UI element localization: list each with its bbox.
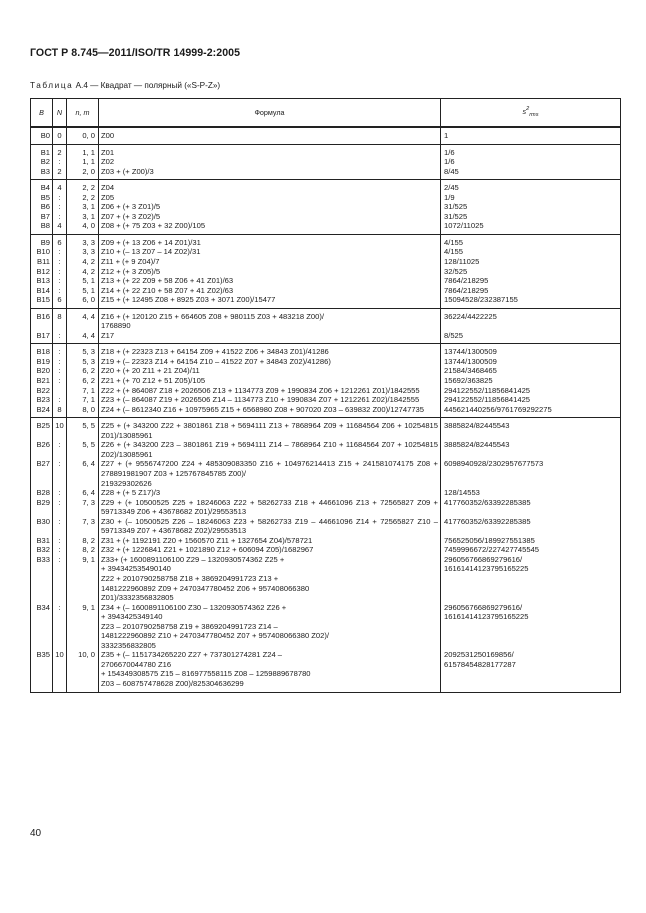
cell-b: B26 — [31, 440, 53, 459]
cell-formula: Z05 — [99, 193, 441, 203]
header-formula: Формула — [99, 99, 441, 128]
cell-nm: 4, 4 — [67, 308, 99, 331]
document-header: ГОСТ Р 8.745—2011/ISO/TR 14999-2:2005 — [30, 47, 241, 59]
header-s-main: s — [522, 106, 527, 116]
cell-formula: Z34 + (– 1600891106100 Z30 – 1320930574362 Z26 + + 3943425349140 Z23 – 2010790258758 Z19 + 3869204991723 Z14 – 1481222960892 Z10 + 2470347780452 Z07 + 957408066380 Z02)/ 3332356832805 — [99, 603, 441, 651]
cell-nm: 5, 3 — [67, 357, 99, 367]
cell-s2: 128/14553 — [441, 488, 621, 498]
table-row — [31, 202, 621, 212]
cell-n: : — [53, 257, 67, 267]
table-row — [31, 331, 621, 344]
cell-nm: 4, 2 — [67, 267, 99, 277]
cell-nm: 1, 1 — [67, 144, 99, 157]
table-row — [31, 257, 621, 267]
cell-formula: Z33+ (+ 1600891106100 Z29 – 1320930574362 Z25 + + 394342535490140 Z22 + 2010790258758 Z18 + 3869204991723 Z13 + 1481222960892 Z09 + 2470347780452 Z06 + 957408066380 Z01)/3332356832805 — [99, 555, 441, 603]
cell-nm: 1, 1 — [67, 157, 99, 167]
cell-nm: 7, 1 — [67, 395, 99, 405]
cell-nm: 6, 2 — [67, 366, 99, 376]
cell-b: B17 — [31, 331, 53, 344]
cell-s2: 13744/1300509 — [441, 344, 621, 357]
cell-n: 8 — [53, 308, 67, 331]
cell-s2: 7864/218295 — [441, 276, 621, 286]
cell-s2: 417760352/63392285385 — [441, 498, 621, 517]
page-number: 40 — [30, 828, 42, 839]
cell-formula: Z19 + (– 22323 Z14 + 64154 Z10 – 41522 Z07 + 34843 Z02)/41286) — [99, 357, 441, 367]
cell-formula: Z17 — [99, 331, 441, 344]
table-row — [31, 536, 621, 546]
table-group — [31, 180, 621, 235]
cell-b: B30 — [31, 517, 53, 536]
table-row — [31, 267, 621, 277]
cell-n: : — [53, 536, 67, 546]
table-row — [31, 247, 621, 257]
cell-nm: 2, 2 — [67, 180, 99, 193]
cell-s2: 36224/4422225 — [441, 308, 621, 331]
table-group — [31, 234, 621, 308]
cell-b: B11 — [31, 257, 53, 267]
cell-s2: 296056766869279616/ 16161414123795165225 — [441, 603, 621, 651]
cell-n: 8 — [53, 405, 67, 418]
table-row — [31, 221, 621, 234]
cell-b: B9 — [31, 234, 53, 247]
table-row — [31, 180, 621, 193]
cell-nm: 6, 2 — [67, 376, 99, 386]
cell-formula: Z02 — [99, 157, 441, 167]
cell-n: : — [53, 395, 67, 405]
cell-n: 2 — [53, 144, 67, 157]
cell-nm: 9, 1 — [67, 603, 99, 651]
cell-n: : — [53, 498, 67, 517]
cell-nm: 2, 0 — [67, 167, 99, 180]
table-row — [31, 517, 621, 536]
table-row — [31, 459, 621, 488]
table-row — [31, 157, 621, 167]
cell-b: B19 — [31, 357, 53, 367]
cell-n: : — [53, 366, 67, 376]
cell-b: B33 — [31, 555, 53, 603]
table-row — [31, 440, 621, 459]
cell-b: B13 — [31, 276, 53, 286]
cell-s2: 2092531250169856/ 61578454828177287 — [441, 650, 621, 692]
cell-nm: 4, 2 — [67, 257, 99, 267]
table-group — [31, 144, 621, 180]
cell-nm: 3, 3 — [67, 247, 99, 257]
cell-nm: 9, 1 — [67, 555, 99, 603]
cell-formula: Z31 + (+ 1192191 Z20 + 1560570 Z11 + 1327654 Z04)/578721 — [99, 536, 441, 546]
cell-s2: 31/525 — [441, 212, 621, 222]
cell-formula: Z35 + (– 1151734265220 Z27 + 737301274281 Z24 – 2706670044780 Z16 + 154349308575 Z15 – 816977558115 Z08 – 1259889678780 Z03 – 608757478628 Z00)/825304636299 — [99, 650, 441, 692]
cell-formula: Z27 + (+ 9556747200 Z24 + 485309083350 Z16 + 104976214413 Z15 + 241581074175 Z08 + 278891981907 Z03 + 125767845785 Z00)/ 219329302626 — [99, 459, 441, 488]
table-row — [31, 418, 621, 441]
cell-b: B24 — [31, 405, 53, 418]
cell-s2: 15692/363825 — [441, 376, 621, 386]
cell-s2: 3885824/82445543 — [441, 418, 621, 441]
table-row — [31, 650, 621, 692]
cell-formula: Z16 + (+ 120120 Z15 + 664605 Z08 + 980115 Z03 + 483218 Z00)/ 1768890 — [99, 308, 441, 331]
cell-s2: 7864/218295 — [441, 286, 621, 296]
cell-b: B20 — [31, 366, 53, 376]
cell-nm: 10, 0 — [67, 650, 99, 692]
cell-b: B7 — [31, 212, 53, 222]
cell-b: B28 — [31, 488, 53, 498]
table-group — [31, 418, 621, 692]
cell-b: B18 — [31, 344, 53, 357]
cell-formula: Z26 + (+ 343200 Z23 – 3801861 Z19 + 5694111 Z14 – 7868964 Z10 + 11684564 Z07 + 10254815 Z02)/13085961 — [99, 440, 441, 459]
cell-b: B25 — [31, 418, 53, 441]
cell-formula: Z25 + (+ 343200 Z22 + 3801861 Z18 + 5694111 Z13 + 7868964 Z09 + 11684564 Z06 + 10254815 Z01)/13085961 — [99, 418, 441, 441]
cell-n: : — [53, 212, 67, 222]
cell-nm: 0, 0 — [67, 127, 99, 144]
table-row — [31, 286, 621, 296]
table-group — [31, 308, 621, 344]
table-caption-label: Таблица — [30, 81, 74, 90]
cell-s2: 1/9 — [441, 193, 621, 203]
header-s-sub: rms — [529, 111, 539, 118]
table-row — [31, 295, 621, 308]
cell-b: B12 — [31, 267, 53, 277]
header-s-sup: 2 — [526, 105, 530, 112]
cell-s2: 756525056/189927551385 — [441, 536, 621, 546]
cell-n: : — [53, 459, 67, 488]
cell-s2: 3885824/82445543 — [441, 440, 621, 459]
cell-b: B6 — [31, 202, 53, 212]
table-row — [31, 127, 621, 144]
cell-s2: 4/155 — [441, 234, 621, 247]
cell-n: : — [53, 488, 67, 498]
cell-formula: Z15 + (+ 12495 Z08 + 8925 Z03 + 3071 Z00)/15477 — [99, 295, 441, 308]
cell-n: : — [53, 376, 67, 386]
table-row — [31, 193, 621, 203]
cell-formula: Z13 + (+ 22 Z09 + 58 Z06 + 41 Z01)/63 — [99, 276, 441, 286]
cell-s2: 8/525 — [441, 331, 621, 344]
table-caption — [30, 81, 220, 90]
cell-nm: 5, 5 — [67, 418, 99, 441]
cell-s2: 7459996672/227427745545 — [441, 545, 621, 555]
table-row — [31, 144, 621, 157]
header-nm: n, m — [67, 99, 99, 128]
cell-formula: Z03 + (+ Z00)/3 — [99, 167, 441, 180]
cell-s2: 8/45 — [441, 167, 621, 180]
table-row — [31, 545, 621, 555]
cell-nm: 3, 1 — [67, 202, 99, 212]
cell-s2: 4/155 — [441, 247, 621, 257]
cell-b: B2 — [31, 157, 53, 167]
table-row — [31, 386, 621, 396]
table-row — [31, 405, 621, 418]
cell-formula: Z04 — [99, 180, 441, 193]
cell-b: B29 — [31, 498, 53, 517]
table-row — [31, 395, 621, 405]
cell-n: 2 — [53, 167, 67, 180]
cell-nm: 4, 0 — [67, 221, 99, 234]
cell-s2: 21584/3468465 — [441, 366, 621, 376]
cell-nm: 3, 1 — [67, 212, 99, 222]
cell-nm: 6, 4 — [67, 488, 99, 498]
cell-s2: 13744/1300509 — [441, 357, 621, 367]
cell-n: 10 — [53, 650, 67, 692]
table-row — [31, 212, 621, 222]
table-row — [31, 366, 621, 376]
cell-formula: Z11 + (+ 9 Z04)/7 — [99, 257, 441, 267]
cell-nm: 8, 0 — [67, 405, 99, 418]
cell-b: B0 — [31, 127, 53, 144]
cell-nm: 3, 3 — [67, 234, 99, 247]
cell-nm: 7, 3 — [67, 517, 99, 536]
cell-n: : — [53, 267, 67, 277]
cell-nm: 8, 2 — [67, 536, 99, 546]
cell-b: B32 — [31, 545, 53, 555]
cell-formula: Z09 + (+ 13 Z06 + 14 Z01)/31 — [99, 234, 441, 247]
cell-n — [53, 386, 67, 396]
cell-b: B31 — [31, 536, 53, 546]
table-row — [31, 276, 621, 286]
cell-n: 6 — [53, 234, 67, 247]
cell-n: 4 — [53, 180, 67, 193]
cell-nm: 5, 1 — [67, 286, 99, 296]
cell-b: B22 — [31, 386, 53, 396]
cell-n: : — [53, 331, 67, 344]
cell-s2: 1 — [441, 127, 621, 144]
cell-n: : — [53, 357, 67, 367]
cell-formula: Z22 + (+ 864087 Z18 + 2026506 Z13 + 1134773 Z09 + 1990834 Z06 + 1212261 Z01)/1842555 — [99, 386, 441, 396]
cell-n: 4 — [53, 221, 67, 234]
header-n: N — [53, 99, 67, 128]
table-row — [31, 234, 621, 247]
cell-n: : — [53, 603, 67, 651]
cell-s2: 2/45 — [441, 180, 621, 193]
table-group — [31, 344, 621, 418]
cell-s2: 1072/11025 — [441, 221, 621, 234]
cell-s2: 1/6 — [441, 157, 621, 167]
cell-formula: Z07 + (+ 3 Z02)/5 — [99, 212, 441, 222]
table-row — [31, 603, 621, 651]
cell-b: B10 — [31, 247, 53, 257]
cell-formula: Z08 + (+ 75 Z03 + 32 Z00)/105 — [99, 221, 441, 234]
cell-formula: Z21 + (+ 70 Z12 + 51 Z05)/105 — [99, 376, 441, 386]
table-row — [31, 308, 621, 331]
cell-n: : — [53, 440, 67, 459]
cell-s2: 6098940928/2302957677573 — [441, 459, 621, 488]
cell-n: : — [53, 202, 67, 212]
cell-b: B35 — [31, 650, 53, 692]
cell-b: B34 — [31, 603, 53, 651]
cell-nm: 6, 4 — [67, 459, 99, 488]
cell-b: B14 — [31, 286, 53, 296]
cell-b: B3 — [31, 167, 53, 180]
cell-s2: 15094528/232387155 — [441, 295, 621, 308]
cell-b: B15 — [31, 295, 53, 308]
cell-b: B27 — [31, 459, 53, 488]
header-b: B — [31, 99, 53, 128]
cell-nm: 6, 0 — [67, 295, 99, 308]
table-header-row — [31, 99, 621, 128]
cell-formula: Z18 + (+ 22323 Z13 + 64154 Z09 + 41522 Z06 + 34843 Z01)/41286 — [99, 344, 441, 357]
cell-n: 0 — [53, 127, 67, 144]
cell-formula: Z23 + (– 864087 Z19 + 2026506 Z14 – 1134773 Z10 + 1990834 Z07 + 1212261 Z02)/1842555 — [99, 395, 441, 405]
cell-n: 6 — [53, 295, 67, 308]
cell-s2: 32/525 — [441, 267, 621, 277]
cell-n: : — [53, 276, 67, 286]
cell-formula: Z00 — [99, 127, 441, 144]
cell-s2: 445621440256/9761769292275 — [441, 405, 621, 418]
cell-s2: 128/11025 — [441, 257, 621, 267]
cell-n: : — [53, 555, 67, 603]
cell-formula: Z14 + (+ 22 Z10 + 58 Z07 + 41 Z02)/63 — [99, 286, 441, 296]
cell-b: B1 — [31, 144, 53, 157]
cell-s2: 1/6 — [441, 144, 621, 157]
cell-n: : — [53, 545, 67, 555]
cell-formula: Z28 + (+ 5 Z17)/3 — [99, 488, 441, 498]
table-group — [31, 127, 621, 144]
table-row — [31, 498, 621, 517]
cell-s2: 296056766869279616/ 16161414123795165225 — [441, 555, 621, 603]
cell-nm: 7, 1 — [67, 386, 99, 396]
table-row — [31, 167, 621, 180]
cell-formula: Z29 + (+ 10500525 Z25 + 18246063 Z22 + 58262733 Z18 + 44661096 Z13 + 72565827 Z09 + 59713349 Z06 + 43678682 Z01)/29553513 — [99, 498, 441, 517]
table-row — [31, 555, 621, 603]
table-caption-text: А.4 — Квадрат — полярный («S-P-Z») — [73, 81, 221, 90]
cell-formula: Z24 + (– 8612340 Z16 + 10975965 Z15 + 6568980 Z08 + 907020 Z03 – 639832 Z00)/12747735 — [99, 405, 441, 418]
table-row — [31, 344, 621, 357]
cell-formula: Z01 — [99, 144, 441, 157]
cell-nm: 4, 4 — [67, 331, 99, 344]
cell-s2: 417760352/63392285385 — [441, 517, 621, 536]
cell-b: B21 — [31, 376, 53, 386]
header-s2 — [441, 99, 621, 128]
cell-n: : — [53, 193, 67, 203]
cell-formula: Z06 + (+ 3 Z01)/5 — [99, 202, 441, 212]
table-row — [31, 376, 621, 386]
cell-n: : — [53, 286, 67, 296]
cell-nm: 8, 2 — [67, 545, 99, 555]
cell-b: B16 — [31, 308, 53, 331]
cell-nm: 5, 3 — [67, 344, 99, 357]
cell-s2: 294122552/11856841425 — [441, 386, 621, 396]
cell-b: B8 — [31, 221, 53, 234]
cell-n: : — [53, 247, 67, 257]
cell-n: 10 — [53, 418, 67, 441]
cell-s2: 31/525 — [441, 202, 621, 212]
cell-formula: Z32 + (+ 1226841 Z21 + 1021890 Z12 + 606094 Z05)/1682967 — [99, 545, 441, 555]
cell-nm: 5, 5 — [67, 440, 99, 459]
cell-formula: Z20 + (+ 20 Z11 + 21 Z04)/11 — [99, 366, 441, 376]
cell-formula: Z30 + (– 10500525 Z26 – 18246063 Z23 + 58262733 Z19 – 44661096 Z14 + 72565827 Z10 – 59713349 Z07 + 43678682 Z02)/29553513 — [99, 517, 441, 536]
cell-n: : — [53, 517, 67, 536]
cell-n: : — [53, 157, 67, 167]
cell-b: B23 — [31, 395, 53, 405]
cell-b: B5 — [31, 193, 53, 203]
cell-n: : — [53, 344, 67, 357]
table-row — [31, 488, 621, 498]
cell-formula: Z10 + (– 13 Z07 – 14 Z02)/31 — [99, 247, 441, 257]
cell-b: B4 — [31, 180, 53, 193]
cell-formula: Z12 + (+ 3 Z05)/5 — [99, 267, 441, 277]
cell-s2: 294122552/11856841425 — [441, 395, 621, 405]
cell-nm: 2, 2 — [67, 193, 99, 203]
cell-nm: 5, 1 — [67, 276, 99, 286]
table-row — [31, 357, 621, 367]
zernike-table — [30, 98, 621, 693]
cell-nm: 7, 3 — [67, 498, 99, 517]
